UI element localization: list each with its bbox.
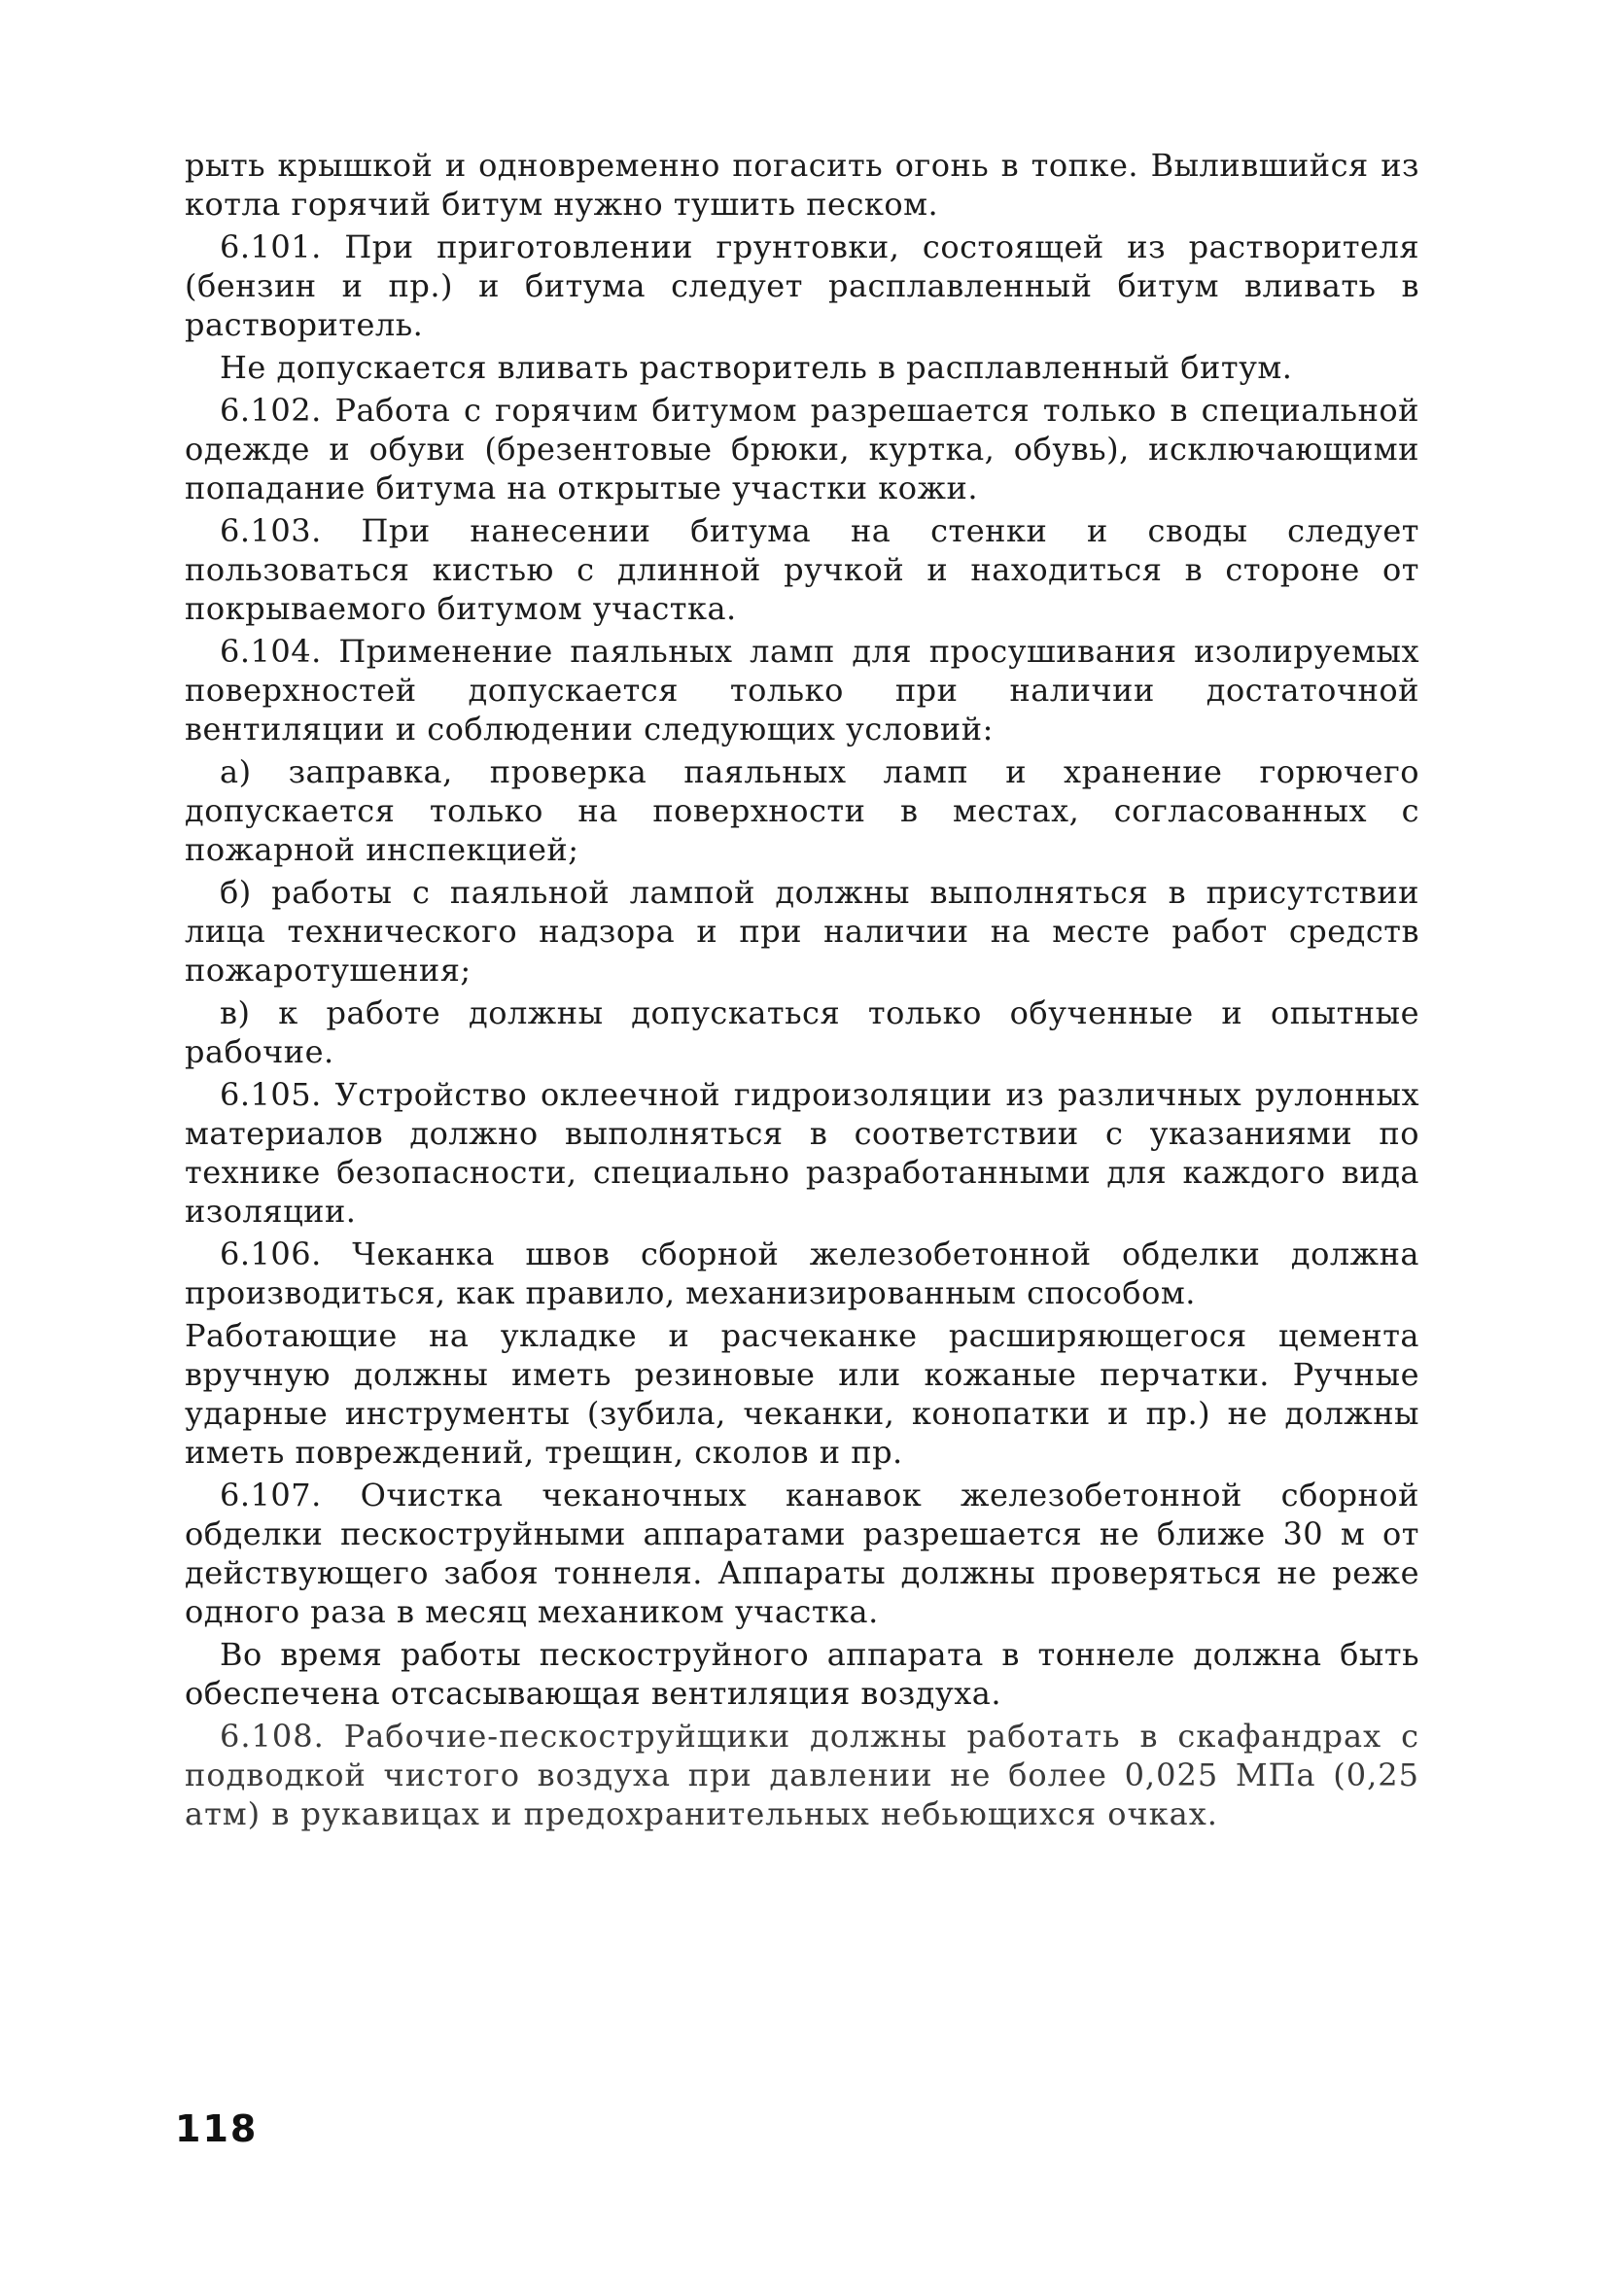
paragraph-6-107: 6.107. Очистка чеканочных канавок железобетонной сборной обделки пескоструйными аппаратами разрешается не ближе 30 м от действующего забоя тоннеля. Аппараты должны проверяться не реже одного раза в месяц механиком участка. bbox=[185, 1477, 1419, 1630]
paragraph-6-104-b: б) работы с паяльной лампой должны выполняться в присутствии лица технического надзора и при наличии на месте работ средств пожаротушения; bbox=[185, 874, 1419, 989]
paragraph-6-105: 6.105. Устройство оклеечной гидроизоляции из различных рулонных материалов должно выполняться в соответствии с указаниями по технике безопасности, специально разработанными для каждого вида изоляции. bbox=[185, 1076, 1419, 1230]
paragraph-6-106: 6.106. Чеканка швов сборной железобетонной обделки должна производиться, как правило, механизированным способом. bbox=[185, 1235, 1419, 1311]
paragraph-6-106-continued: Работающие на укладке и расчеканке расширяющегося цемента вручную должны иметь резиновые или кожаные перчатки. Ручные ударные инструменты (зубила, чеканки, конопатки и пр.) не должны иметь повреждений, трещин, сколов и пр. bbox=[185, 1317, 1419, 1471]
paragraph-6-104-v: в) к работе должны допускаться только обученные и опытные рабочие. bbox=[185, 994, 1419, 1070]
paragraph-6-104: 6.104. Применение паяльных ламп для просушивания изолируемых поверхностей допускается только при наличии достаточной вентиляции и соблюдении следующих условий: bbox=[185, 633, 1419, 748]
paragraph-6-103: 6.103. При нанесении битума на стенки и своды следует пользоваться кистью с длинной ручкой и находиться в стороне от покрываемого битумом участка. bbox=[185, 512, 1419, 627]
page-number: 118 bbox=[175, 2107, 259, 2150]
paragraph-6-101: 6.101. При приготовлении грунтовки, состоящей из растворителя (бензин и пр.) и битума следует расплавленный битум вливать в растворитель. bbox=[185, 228, 1419, 343]
paragraph-6-104-a: а) заправка, проверка паяльных ламп и хранение горючего допускается только на поверхности в местах, согласованных с пожарной инспекцией; bbox=[185, 753, 1419, 868]
paragraph-6-101-note: Не допускается вливать растворитель в расплавленный битум. bbox=[220, 349, 1293, 386]
document-page bbox=[185, 146, 1419, 1837]
paragraph-continuation: рыть крышкой и одновременно погасить огонь в топке. Вылившийся из котла горячий битум нужно тушить песком. bbox=[185, 147, 1419, 223]
paragraph-6-102: 6.102. Работа с горячим битумом разрешается только в специальной одежде и обуви (брезентовые брюки, куртка, обувь), исключающими попадание битума на открытые участки кожи. bbox=[185, 392, 1419, 506]
paragraph-6-107-note: Во время работы пескоструйного аппарата в тоннеле должна быть обеспечена отсасывающая вентиляция воздуха. bbox=[185, 1636, 1419, 1712]
paragraph-6-108: 6.108. Рабочие-пескоструйщики должны работать в скафандрах с подводкой чистого воздуха при давлении не более 0,025 МПа (0,25 атм) в рукавицах и предохранительных небьющихся очках. bbox=[185, 1718, 1419, 1832]
